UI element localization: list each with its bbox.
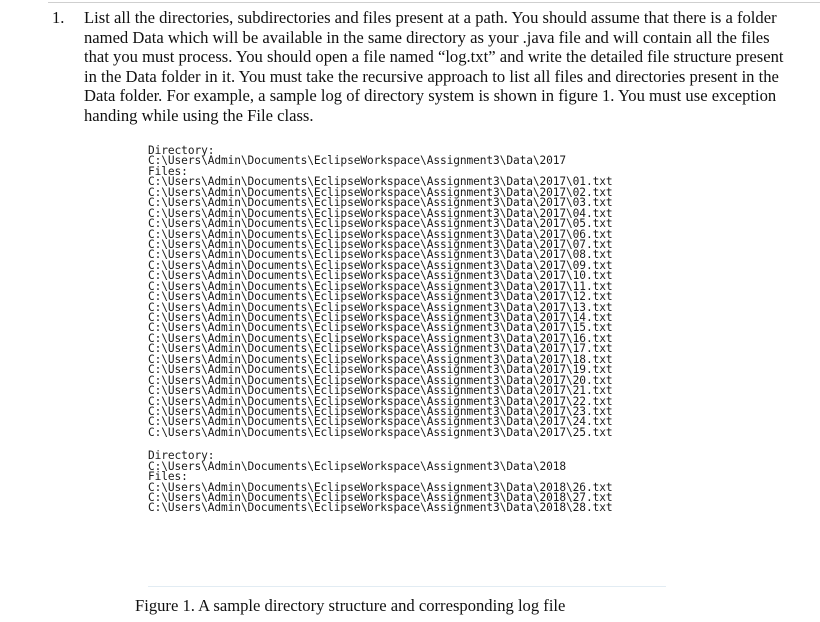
file-path: C:\Users\Admin\Documents\EclipseWorkspace\Assignment3\Data\2017\10.txt — [148, 269, 613, 283]
files-label: Files: — [148, 164, 188, 178]
files-label: Files: — [148, 470, 188, 484]
file-path: C:\Users\Admin\Documents\EclipseWorkspace\Assignment3\Data\2017\15.txt — [148, 321, 613, 335]
log-group-2018 — [148, 451, 708, 514]
file-path: C:\Users\Admin\Documents\EclipseWorkspace\Assignment3\Data\2017\08.txt — [148, 248, 613, 262]
top-rule — [48, 2, 820, 3]
question-item — [52, 8, 792, 126]
file-path: C:\Users\Admin\Documents\EclipseWorkspace\Assignment3\Data\2017\13.txt — [148, 300, 613, 314]
question-text: List all the directories, subdirectories and files present at a path. You should assume that there is a folder named Data which will be available in the same directory as your .java file and will contain all the files that you must process. You should open a file named “log.txt” and write the detailed file structure present in the Data folder in it. You must take the recursive approach to list all files and directories present in the Data folder. For example, a sample log of directory system is shown in figure 1. You must use exception handing while using the File class. — [84, 8, 784, 125]
file-path: C:\Users\Admin\Documents\EclipseWorkspace\Assignment3\Data\2017\19.txt — [148, 363, 613, 377]
file-path: C:\Users\Admin\Documents\EclipseWorkspace\Assignment3\Data\2017\04.txt — [148, 206, 613, 220]
file-path: C:\Users\Admin\Documents\EclipseWorkspace\Assignment3\Data\2017\06.txt — [148, 227, 613, 241]
file-path: C:\Users\Admin\Documents\EclipseWorkspace\Assignment3\Data\2017\07.txt — [148, 237, 613, 251]
file-path: C:\Users\Admin\Documents\EclipseWorkspace\Assignment3\Data\2018\27.txt — [148, 491, 613, 504]
file-path: C:\Users\Admin\Documents\EclipseWorkspace\Assignment3\Data\2017\23.txt — [148, 404, 613, 418]
directory-path: C:\Users\Admin\Documents\EclipseWorkspace\Assignment3\Data\2018 — [148, 459, 567, 473]
file-path: C:\Users\Admin\Documents\EclipseWorkspace\Assignment3\Data\2017\17.txt — [148, 342, 613, 356]
file-path: C:\Users\Admin\Documents\EclipseWorkspace\Assignment3\Data\2017\05.txt — [148, 217, 613, 231]
file-path: C:\Users\Admin\Documents\EclipseWorkspace\Assignment3\Data\2018\26.txt — [148, 480, 613, 494]
log-underline — [148, 586, 666, 587]
file-path: C:\Users\Admin\Documents\EclipseWorkspace\Assignment3\Data\2017\25.txt — [148, 425, 613, 439]
file-path: C:\Users\Admin\Documents\EclipseWorkspace\Assignment3\Data\2017\03.txt — [148, 196, 613, 210]
figure-caption: Figure 1. A sample directory structure and corresponding log file — [135, 596, 566, 615]
file-path: C:\Users\Admin\Documents\EclipseWorkspace\Assignment3\Data\2017\02.txt — [148, 185, 613, 199]
file-path: C:\Users\Admin\Documents\EclipseWorkspace\Assignment3\Data\2017\16.txt — [148, 331, 613, 345]
directory-path: C:\Users\Admin\Documents\EclipseWorkspace\Assignment3\Data\2017 — [148, 154, 567, 168]
file-path: C:\Users\Admin\Documents\EclipseWorkspace\Assignment3\Data\2017\18.txt — [148, 352, 613, 366]
file-path: C:\Users\Admin\Documents\EclipseWorkspace\Assignment3\Data\2017\22.txt — [148, 394, 613, 408]
file-path: C:\Users\Admin\Documents\EclipseWorkspace\Assignment3\Data\2017\11.txt — [148, 279, 613, 293]
question-number: 1. — [52, 8, 65, 27]
file-path: C:\Users\Admin\Documents\EclipseWorkspace\Assignment3\Data\2017\21.txt — [148, 384, 613, 398]
directory-label: Directory: — [148, 449, 215, 463]
file-path: C:\Users\Admin\Documents\EclipseWorkspace\Assignment3\Data\2017\09.txt — [148, 258, 613, 272]
directory-log — [148, 146, 708, 514]
file-path: C:\Users\Admin\Documents\EclipseWorkspace\Assignment3\Data\2017\01.txt — [148, 175, 613, 189]
directory-label: Directory: — [148, 144, 215, 157]
file-path: C:\Users\Admin\Documents\EclipseWorkspace\Assignment3\Data\2017\12.txt — [148, 290, 613, 304]
file-path: C:\Users\Admin\Documents\EclipseWorkspace\Assignment3\Data\2017\14.txt — [148, 311, 613, 324]
file-path: C:\Users\Admin\Documents\EclipseWorkspace\Assignment3\Data\2018\28.txt — [148, 501, 613, 515]
file-path: C:\Users\Admin\Documents\EclipseWorkspace\Assignment3\Data\2017\24.txt — [148, 415, 613, 429]
file-path: C:\Users\Admin\Documents\EclipseWorkspace\Assignment3\Data\2017\20.txt — [148, 373, 613, 387]
log-group-2017 — [148, 146, 708, 438]
